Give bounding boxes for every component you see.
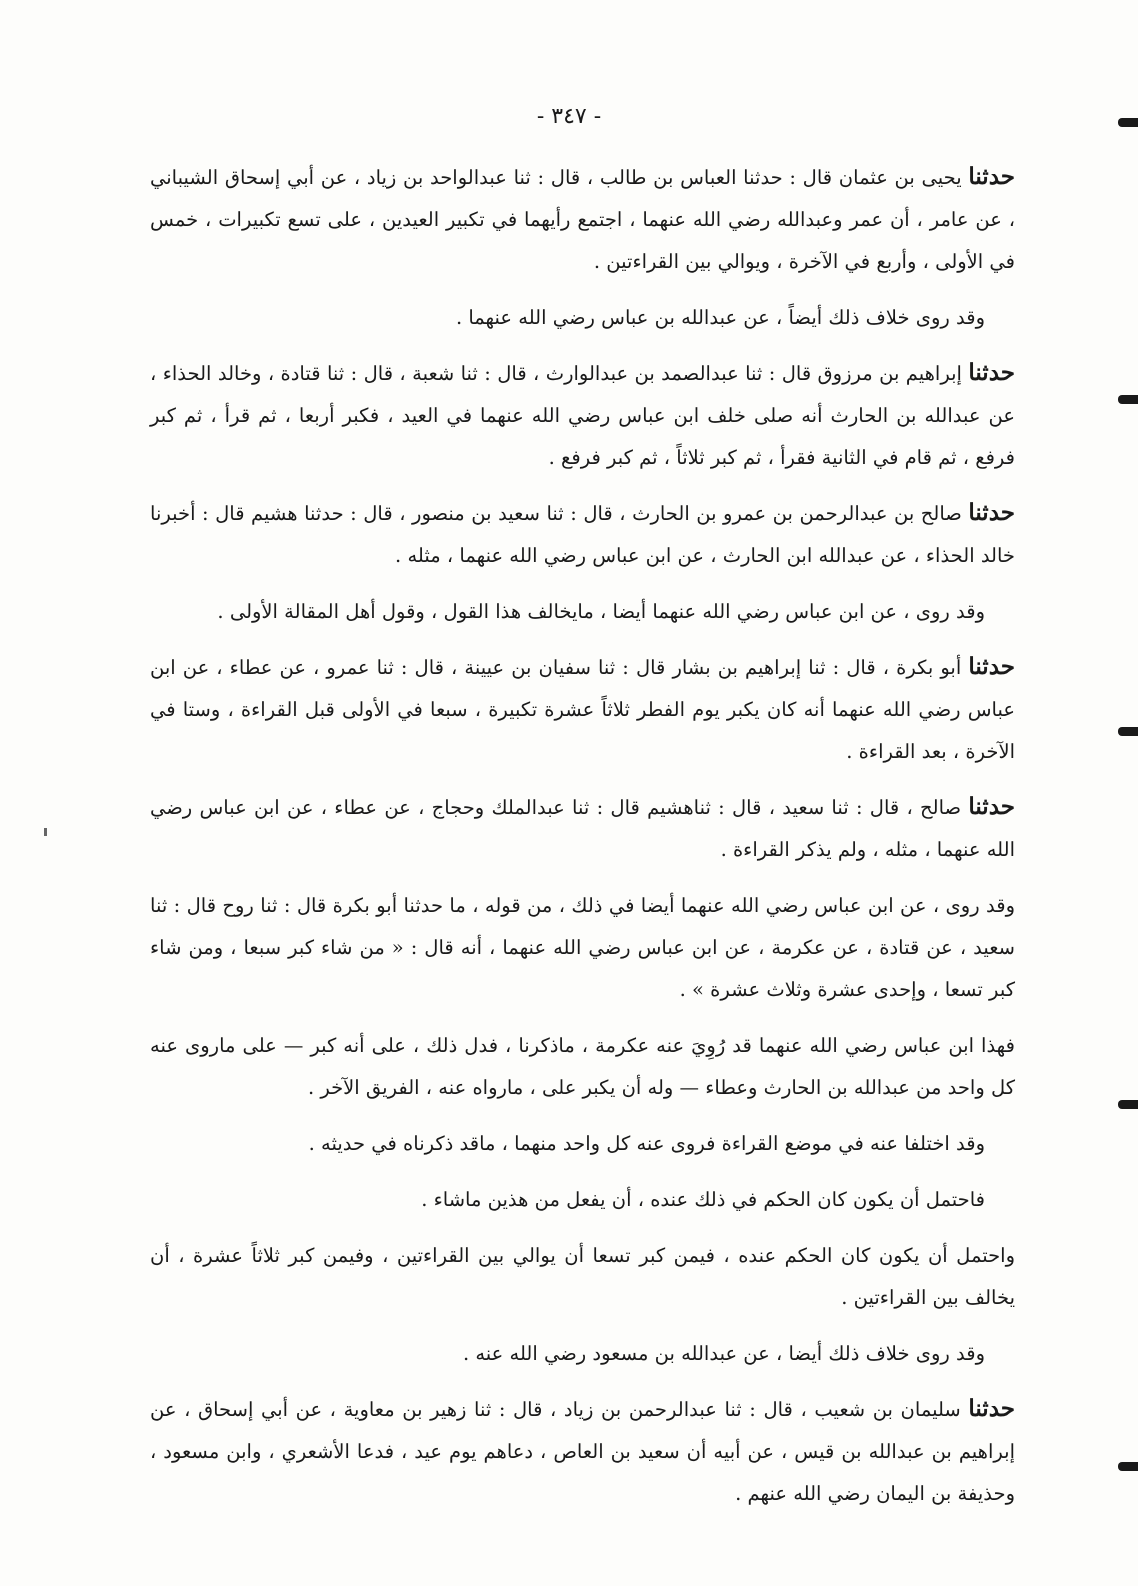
- paragraph-text: فاحتمل أن يكون كان الحكم في ذلك عنده ، أن يفعل من هذين ماشاء .: [421, 1188, 985, 1211]
- paragraph-text: وقد روى ، عن ابن عباس رضي الله عنهما أيضا ، مايخالف هذا القول ، وقول أهل المقالة الأولى .: [217, 600, 985, 623]
- paragraph: [150, 296, 1015, 339]
- scan-speck: [44, 828, 47, 836]
- paragraph: [150, 156, 1015, 283]
- paragraph-text: فهذا ابن عباس رضي الله عنهما قد رُوِيَ عنه عكرمة ، ماذكرنا ، فدل ذلك ، على أنه كبر — على ماروى عنه كل واحد من عبدالله بن الحارث وعطاء — وله أن يكبر على ، مارواه عنه ، الفريق الآخر .: [150, 1034, 1015, 1099]
- paragraph: [150, 1332, 1015, 1375]
- paragraph: [150, 646, 1015, 773]
- paragraph: [150, 590, 1015, 633]
- hadith-keyword: حدثنا: [968, 499, 1015, 526]
- binding-mark: [1118, 395, 1138, 404]
- binding-mark: [1118, 727, 1138, 736]
- paragraph: [150, 352, 1015, 479]
- paragraph-text: وقد اختلفا عنه في موضع القراءة فروى عنه كل واحد منهما ، ماقد ذكرناه في حديثه .: [308, 1132, 985, 1155]
- paragraph-text: يحيى بن عثمان قال : حدثنا العباس بن طالب ، قال : ثنا عبدالواحد بن زياد ، عن أبي إسحاق الشيباني ، عن عامر ، أن عمر وعبدالله رضي الله عنهما ، اجتمع رأيهما في تكبير العيدين ، على تسع تكبيرات ، خمس في الأولى ، وأربع في الآخرة ، ويوالي بين القراءتين .: [150, 166, 1015, 273]
- hadith-keyword: حدثنا: [968, 359, 1015, 386]
- hadith-keyword: حدثنا: [968, 163, 1015, 190]
- paragraph: [150, 1024, 1015, 1109]
- paragraph-text: وقد روى ، عن ابن عباس رضي الله عنهما أيضا في ذلك ، من قوله ، ما حدثنا أبو بكرة قال : ثنا روح قال : ثنا سعيد ، عن قتادة ، عن عكرمة ، عن ابن عباس رضي الله عنهما ، أنه قال : « من شاء كبر سبعا ، ومن شاء كبر تسعا ، وإحدى عشرة وثلاث عشرة » .: [150, 894, 1015, 1001]
- paragraph-text: واحتمل أن يكون كان الحكم عنده ، فيمن كبر تسعا أن يوالي بين القراءتين ، وفيمن كبر ثلاثاً عشرة ، أن يخالف بين القراءتين .: [150, 1244, 1015, 1309]
- paragraph: [150, 786, 1015, 871]
- paragraph: [150, 884, 1015, 1011]
- hadith-keyword: حدثنا: [968, 793, 1015, 820]
- binding-mark: [1118, 1100, 1138, 1109]
- paragraph: [150, 1122, 1015, 1165]
- binding-mark: [1118, 1462, 1138, 1471]
- paragraph: [150, 1234, 1015, 1319]
- paragraph: [150, 492, 1015, 577]
- paragraph: [150, 1178, 1015, 1221]
- binding-mark: [1118, 118, 1138, 127]
- body-text: [150, 156, 1015, 1528]
- paragraph-text: صالح ، قال : ثنا سعيد ، قال : ثناهشيم قال : ثنا عبدالملك وحجاج ، عن عطاء ، عن ابن عباس رضي الله عنهما ، مثله ، ولم يذكر القراءة .: [150, 796, 1015, 861]
- page-number: - ٣٤٧ -: [536, 104, 602, 129]
- paragraph-text: إبراهيم بن مرزوق قال : ثنا عبدالصمد بن عبدالوارث ، قال : ثنا شعبة ، قال : ثنا قتادة ، وخالد الحذاء ، عن عبدالله بن الحارث أنه صلى خلف ابن عباس رضي الله عنهما في العيد ، فكبر أربعا ، ثم قرأ ، ثم كبر فرفع ، ثم قام في الثانية فقرأ ، ثم كبر ثلاثاً ، ثم كبر فرفع .: [150, 362, 1015, 469]
- hadith-keyword: حدثنا: [968, 653, 1015, 680]
- paragraph: [150, 1388, 1015, 1515]
- paragraph-text: أبو بكرة ، قال : ثنا إبراهيم بن بشار قال : ثنا سفيان بن عيينة ، قال : ثنا عمرو ، عن عطاء ، عن ابن عباس رضي الله عنهما أنه كان يكبر يوم الفطر ثلاثاً عشرة تكبيرة ، سبعا في الأولى قبل القراءة ، وستا في الآخرة ، بعد القراءة .: [150, 656, 1015, 763]
- paragraph-text: وقد روى خلاف ذلك أيضا ، عن عبدالله بن مسعود رضي الله عنه .: [462, 1342, 985, 1365]
- paragraph-text: صالح بن عبدالرحمن بن عمرو بن الحارث ، قال : ثنا سعيد بن منصور ، قال : حدثنا هشيم قال : أخبرنا خالد الحذاء ، عن عبدالله ابن الحارث ، عن ابن عباس رضي الله عنهما ، مثله .: [150, 502, 1015, 567]
- paragraph-text: سليمان بن شعيب ، قال : ثنا عبدالرحمن بن زياد ، قال : ثنا زهير بن معاوية ، عن أبي إسحاق ، عن إبراهيم بن عبدالله بن قيس ، عن أبيه أن سعيد بن العاص ، دعاهم يوم عيد ، فدعا الأشعري ، وابن مسعود ، وحذيفة بن اليمان رضي الله عنهم .: [150, 1398, 1015, 1505]
- hadith-keyword: حدثنا: [968, 1395, 1015, 1422]
- paragraph-text: وقد روى خلاف ذلك أيضاً ، عن عبدالله بن عباس رضي الله عنهما .: [455, 306, 985, 329]
